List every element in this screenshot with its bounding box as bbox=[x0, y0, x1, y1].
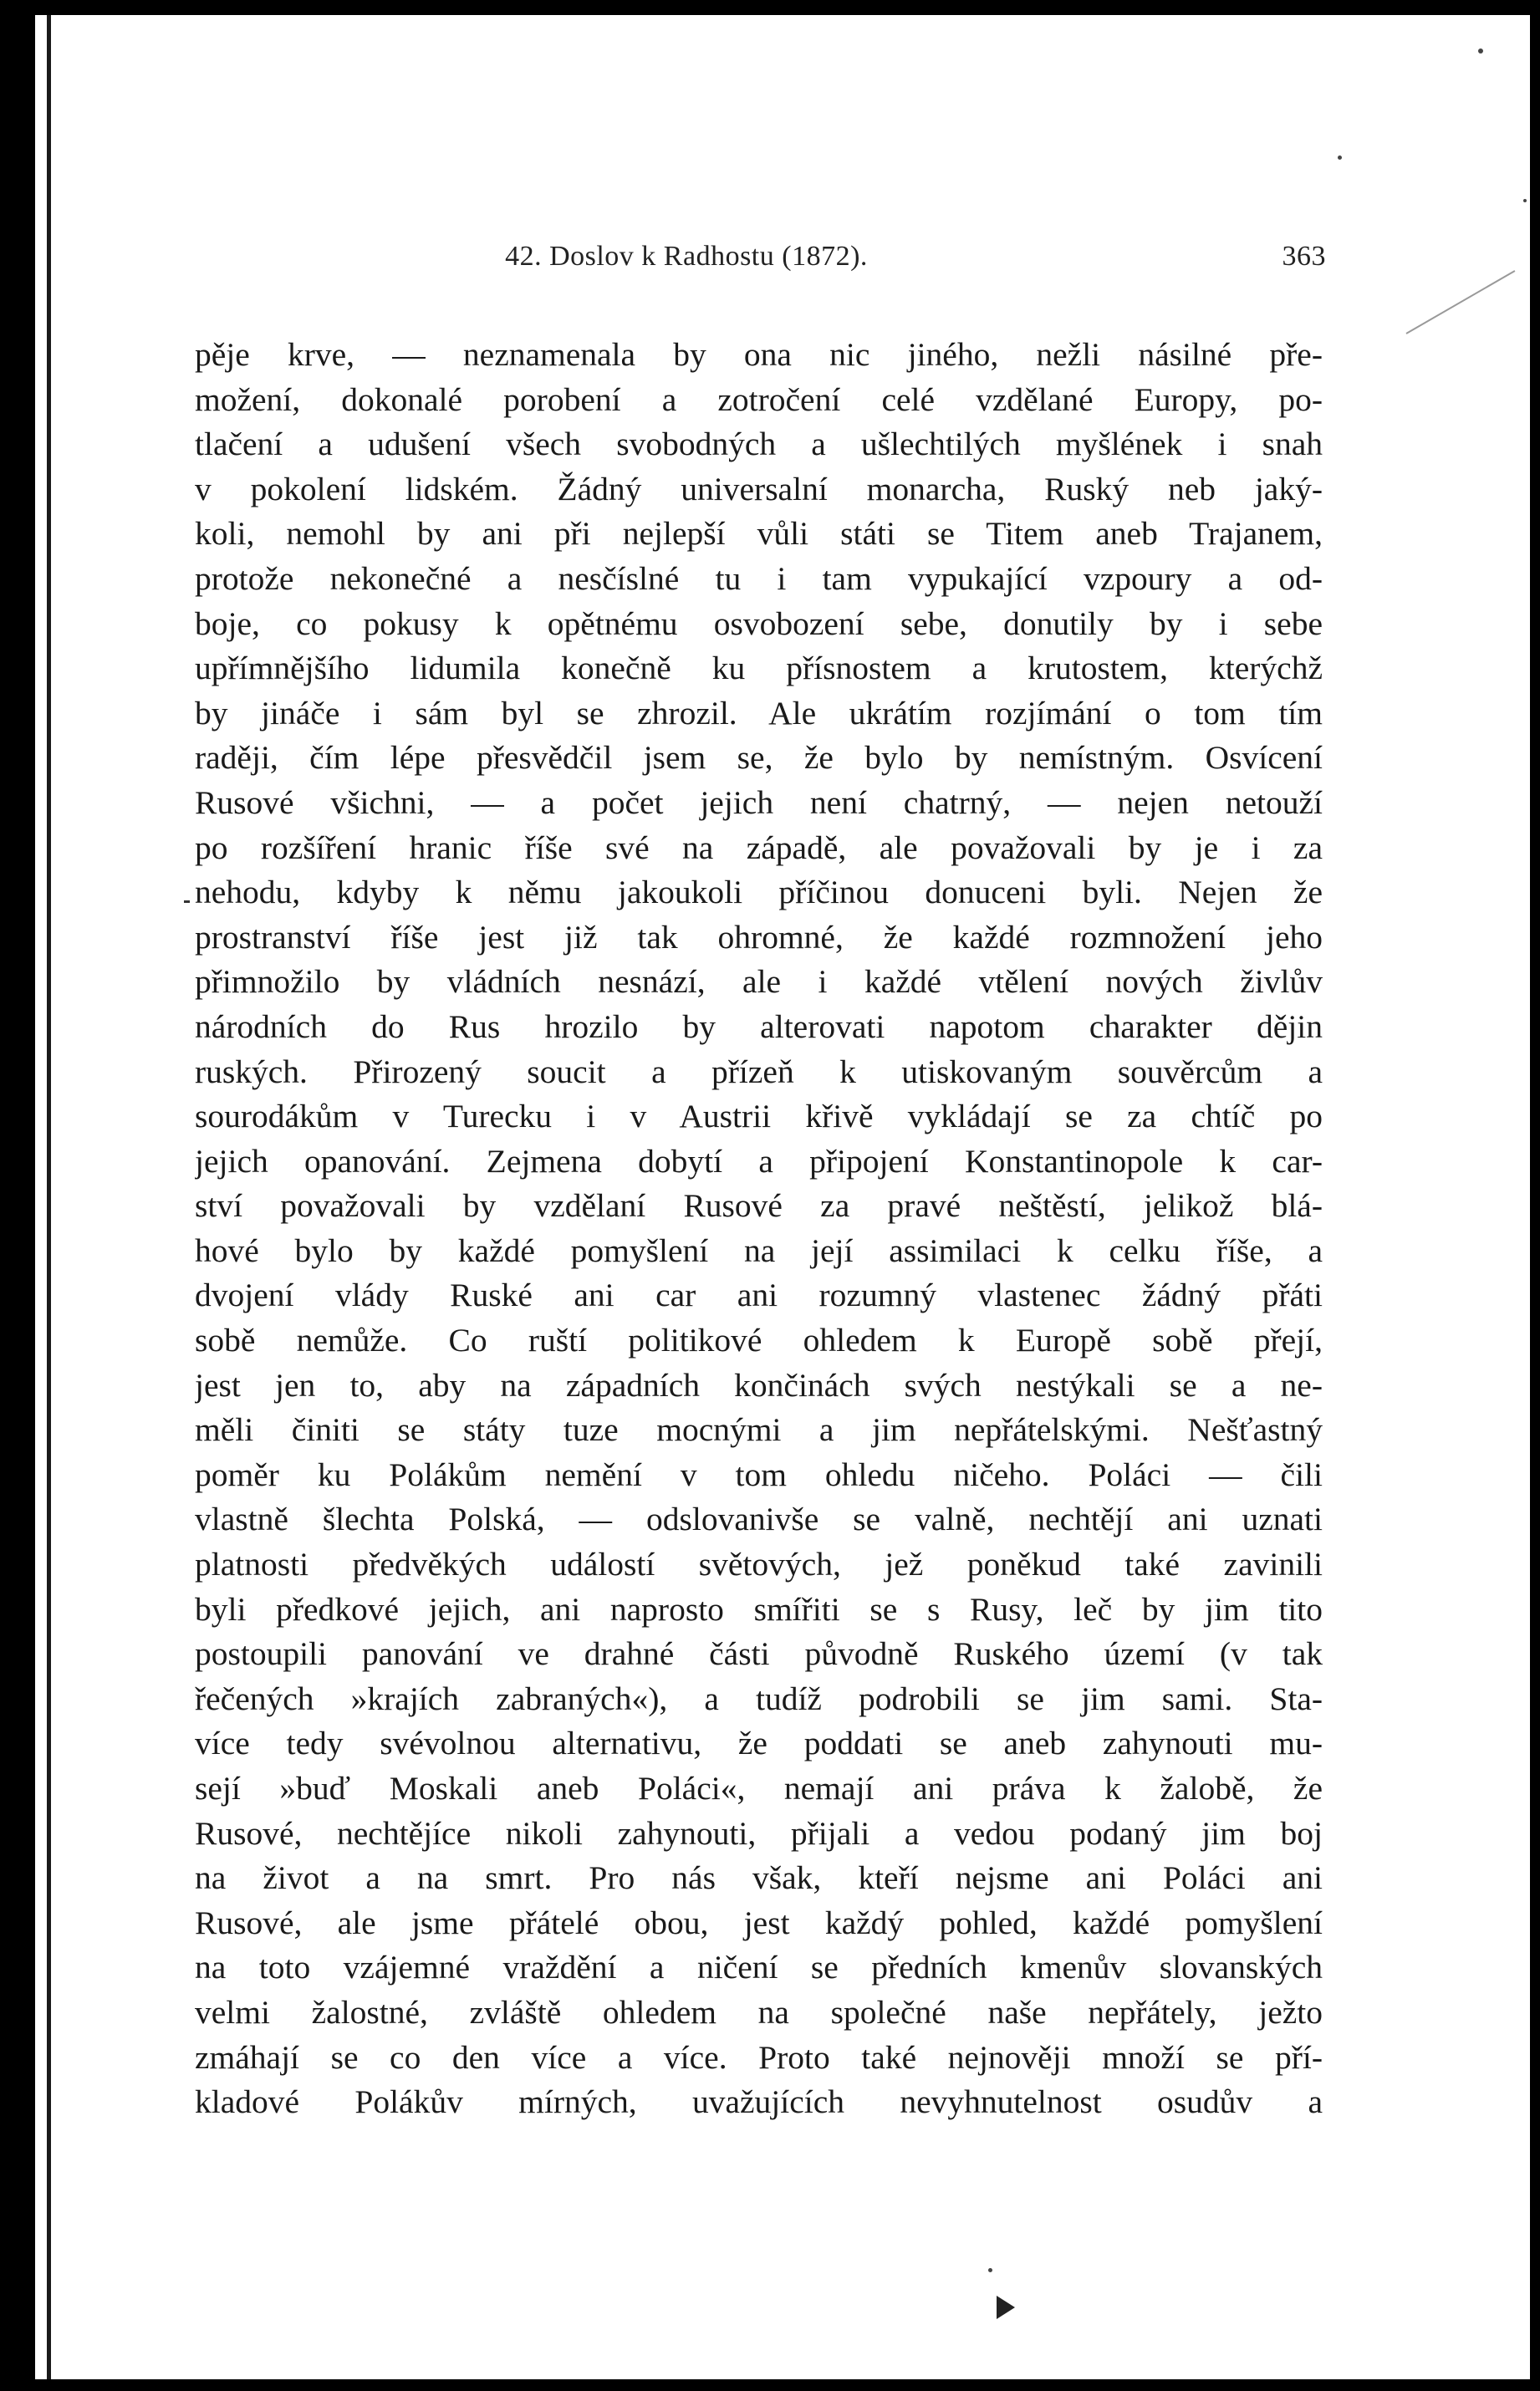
text-line: jest jen to, aby na západních končinách svých nestýkali se a ne- bbox=[195, 1366, 1323, 1404]
text-line: ství považovali by vzdělaní Rusové za pravé neštěstí, jelikož blá- bbox=[195, 1187, 1323, 1225]
scan-stroke bbox=[1406, 270, 1516, 334]
text-line: vlastně šlechta Polská, — odslovanivše se valně, nechtějí ani uznati bbox=[195, 1501, 1323, 1538]
text-line: jejich opanování. Zejmena dobytí a připojení Konstantinopole k car- bbox=[195, 1142, 1323, 1180]
text-line: Rusové, ale jsme přátelé obou, jest každý pohled, každé pomyšlení bbox=[195, 1904, 1323, 1941]
text-line: poměr ku Polákům nemění v tom ohledu ničeho. Poláci — čili bbox=[195, 1456, 1323, 1493]
text-line: Rusové všichni, — a počet jejich není chatrný, — nejen netouží bbox=[195, 783, 1323, 821]
text-line: přimnožilo by vládních nesnází, ale i každé vtělení nových živlův bbox=[195, 963, 1323, 1001]
margin-mark bbox=[184, 900, 190, 903]
text-line: boje, co pokusy k opětnému osvobození sebe, donutily by i sebe bbox=[195, 604, 1323, 642]
text-line: nehodu, kdyby k němu jakoukoli příčinou donuceni byli. Nejen že bbox=[195, 874, 1323, 911]
text-line: pěje krve, — neznamenala by ona nic jiného, nežli násilné pře- bbox=[195, 336, 1323, 373]
text-line: na toto vzájemné vraždění a ničení se předních kmenův slovanských bbox=[195, 1949, 1323, 1986]
text-line: sejí »buď Moskali aneb Poláci«, nemají ani práva k žalobě, že bbox=[195, 1770, 1323, 1807]
page-number: 363 bbox=[1282, 241, 1326, 272]
text-line: upřímnějšího lidumila konečně ku přísnostem a krutostem, kterýchž bbox=[195, 650, 1323, 687]
text-line: by jináče i sám byl se zhrozil. Ale ukrátím rozjímání o tom tím bbox=[195, 694, 1323, 732]
scanned-page bbox=[35, 15, 1530, 2379]
scan-speck bbox=[1478, 48, 1483, 54]
running-header bbox=[197, 241, 1326, 291]
text-line: více tedy svévolnou alternativu, že poddati se aneb zahynouti mu- bbox=[195, 1725, 1323, 1762]
scan-speck bbox=[988, 2268, 992, 2272]
text-line: ruských. Přirozený soucit a přízeň k utiskovaným souvěrcům a bbox=[195, 1053, 1323, 1090]
text-line: zmáhají se co den více a více. Proto také nejnověji množí se pří- bbox=[195, 2038, 1323, 2076]
text-line: prostranství říše jest již tak ohromné, že každé rozmnožení jeho bbox=[195, 918, 1323, 956]
text-line: sourodákům v Turecku i v Austrii křivě vykládají se za chtíč po bbox=[195, 1098, 1323, 1135]
text-line: na život a na smrt. Pro nás však, kteří nejsme ani Poláci ani bbox=[195, 1859, 1323, 1897]
scan-speck bbox=[1523, 199, 1527, 202]
running-title: 42. Doslov k Radhostu (1872). bbox=[505, 241, 868, 272]
catchword-arrow-mark bbox=[997, 2296, 1015, 2319]
body-text bbox=[195, 333, 1323, 2125]
text-line: národních do Rus hrozilo by alterovati napotom charakter dějin bbox=[195, 1007, 1323, 1045]
text-line: tlačení a udušení všech svobodných a ušlechtilých myšlének i snah bbox=[195, 426, 1323, 463]
text-line: byli předkové jejich, ani naprosto smířiti se s Rusy, leč by jim tito bbox=[195, 1590, 1323, 1628]
text-line: hové bylo by každé pomyšlení na její assimilaci k celku říše, a bbox=[195, 1231, 1323, 1269]
text-line: sobě nemůže. Co ruští politikové ohledem k Europě sobě přejí, bbox=[195, 1322, 1323, 1359]
text-line: koli, nemohl by ani při nejlepší vůli státi se Titem aneb Trajanem, bbox=[195, 515, 1323, 553]
text-line: raději, čím lépe přesvědčil jsem se, že bylo by nemístným. Osvícení bbox=[195, 739, 1323, 777]
text-line: v pokolení lidském. Žádný universalní monarcha, Ruský neb jaký- bbox=[195, 470, 1323, 507]
page-binding-edge bbox=[47, 15, 51, 2379]
text-line: dvojení vlády Ruské ani car ani rozumný vlastenec žádný přáti bbox=[195, 1277, 1323, 1314]
text-line: řečených »krajích zabraných«), a tudíž podrobili se jim sami. Sta- bbox=[195, 1680, 1323, 1717]
text-line: kladové Polákův mírných, uvažujících nevyhnutelnost osudův a bbox=[195, 2083, 1323, 2121]
text-line: Rusové, nechtějíce nikoli zahynouti, přijali a vedou podaný jim boj bbox=[195, 1814, 1323, 1852]
text-line: postoupili panování ve drahné části původně Ruského území (v tak bbox=[195, 1635, 1323, 1673]
scan-speck bbox=[1338, 155, 1342, 160]
text-line: možení, dokonalé porobení a zotročení celé vzdělané Europy, po- bbox=[195, 380, 1323, 418]
text-line: měli činiti se státy tuze mocnými a jim nepřátelskými. Nešťastný bbox=[195, 1411, 1323, 1449]
text-line: velmi žalostné, zvláště ohledem na společné naše nepřátely, ježto bbox=[195, 1993, 1323, 2031]
text-line: protože nekonečné a nesčíslné tu i tam vypukající vzpoury a od- bbox=[195, 559, 1323, 597]
text-line: platnosti předvěkých událostí světových, jež poněkud také zavinili bbox=[195, 1546, 1323, 1583]
text-line: po rozšíření hranic říše své na západě, ale považovali by je i za bbox=[195, 828, 1323, 866]
